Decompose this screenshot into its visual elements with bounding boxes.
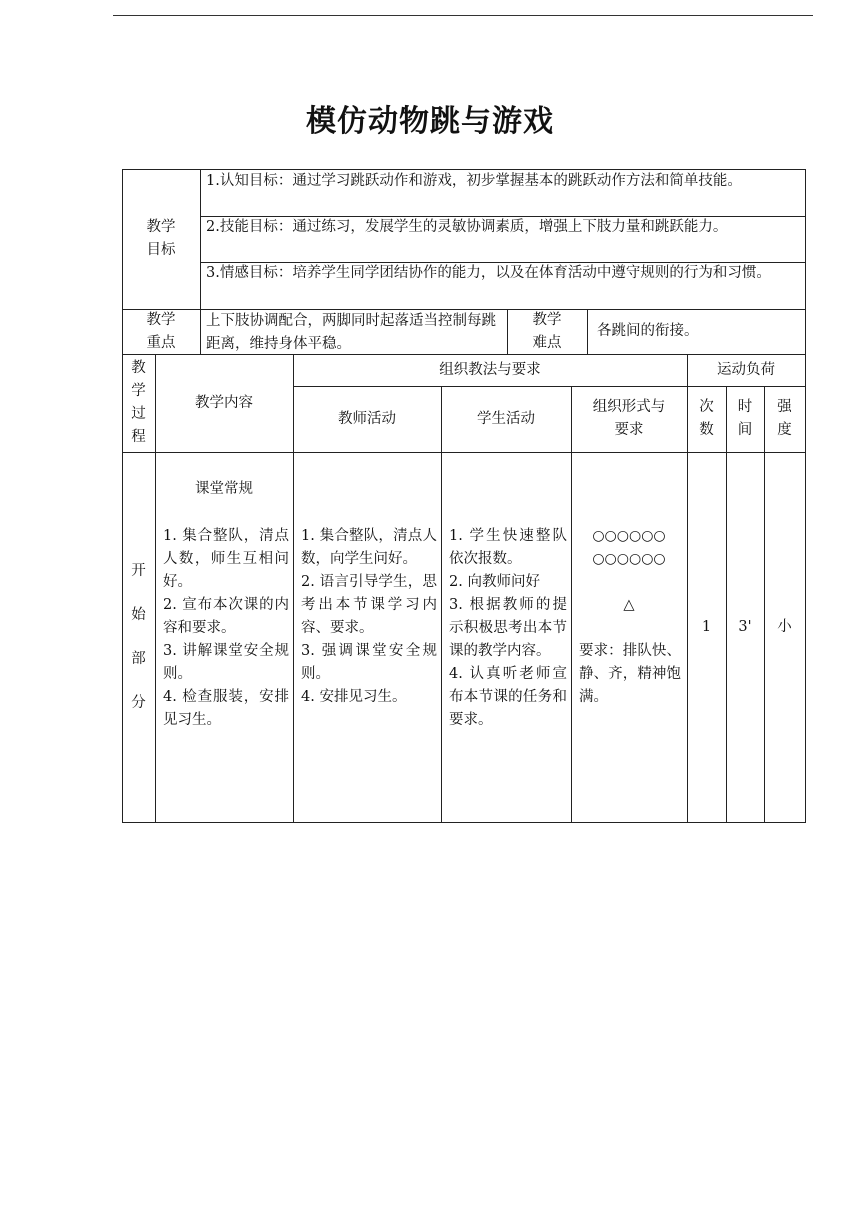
table-line: [200, 169, 201, 354]
time-header: 时 间: [737, 399, 753, 438]
difficulty-text: 各跳间的衔接。: [597, 323, 699, 339]
content-list: 1. 集合整队，清点人数，师生互相问好。 2. 宣布本次课的内容和要求。 3. 讲解课堂安全规则。 4. 检查服装，安排见习生。: [163, 528, 289, 728]
objective-item: 1.认知目标：通过学习跳跃动作和游戏，初步掌握基本的跳跃动作方法和简单技能。: [206, 173, 742, 189]
key-point-label: 教学 重点: [146, 311, 176, 351]
intensity-value: 小: [777, 618, 792, 635]
difficulty-label: 教学 难点: [532, 311, 562, 351]
process-header: 教 学 过 程: [131, 360, 146, 445]
teacher-header: 教师活动: [338, 410, 396, 427]
org-header: 组织教法与要求: [439, 361, 541, 378]
content-header: 教学内容: [195, 394, 253, 411]
formation-row: ○○○○○○: [592, 551, 666, 567]
times-header: 次 数: [699, 399, 714, 438]
table-border-right: [805, 169, 806, 822]
phase-label: 开 始 部 分: [131, 563, 146, 711]
student-header: 学生活动: [477, 410, 535, 427]
times-value: 1: [701, 618, 712, 635]
objective-item: 2.技能目标：通过练习，发展学生的灵敏协调素质，增强上下肢力量和跳跃能力。: [206, 219, 728, 235]
teacher-position-icon: △: [623, 597, 635, 613]
page-title: 模仿动物跳与游戏: [306, 104, 554, 139]
formation-row: ○○○○○○: [592, 528, 666, 544]
student-activity: 1. 学生快速整队依次报数。 2. 向教师问好 3. 根据教师的提示积极思考出本节课的教学内容。 4. 认真听老师宣布本节课的任务和要求。: [449, 528, 567, 728]
form-header: 组织形式与 要求: [592, 399, 666, 438]
intensity-header: 强 度: [777, 399, 792, 438]
header-rule: [113, 15, 813, 16]
objective-item: 3.情感目标：培养学生同学团结协作的能力，以及在体育活动中遵守规则的行为和习惯。: [206, 265, 771, 281]
objectives-label: 教学 目标: [146, 219, 176, 258]
key-point-text: 上下肢协调配合，两脚同时起落适当控制每跳距离，维持身体平稳。: [206, 313, 496, 352]
duration-value: 3': [738, 618, 752, 635]
content-title: 课堂常规: [195, 481, 253, 497]
form-requirement: 要求：排队快、静、齐，精神饱满。: [579, 643, 681, 705]
table-line: [587, 309, 588, 354]
load-header: 运动负荷: [717, 361, 775, 378]
teacher-activity: 1. 集合整队，清点人数，向学生问好。 2. 语言引导学生，思考出本节课学习内容、要求。 3. 强调课堂安全规则。 4. 安排见习生。: [301, 528, 437, 705]
table-border-bottom: [122, 822, 806, 823]
